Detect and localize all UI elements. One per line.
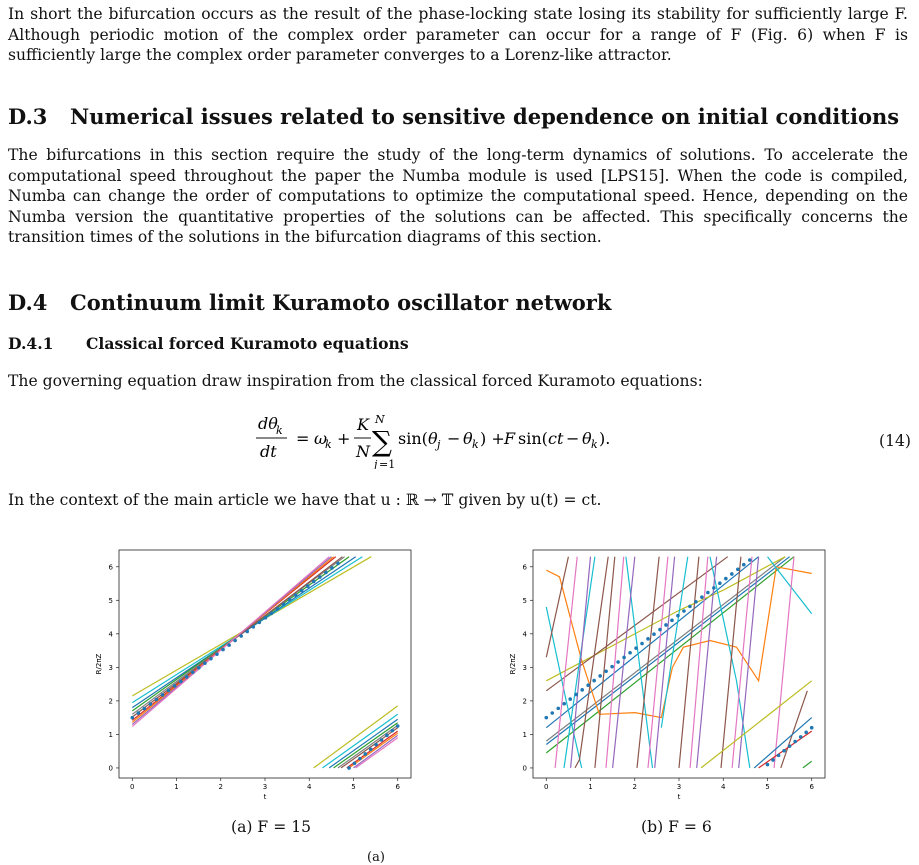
- fig-a-y-tick-label: 5: [108, 596, 113, 605]
- fig-b-dot-point: [712, 586, 716, 590]
- fig-a-x-tick-label: 3: [262, 783, 268, 791]
- fig-b-x-tick-label: 4: [721, 783, 726, 791]
- fig-b-x-axis-label: t: [677, 793, 681, 801]
- fig-a-dot-point: [258, 621, 262, 625]
- fig-a-dot-point: [179, 680, 183, 684]
- fig-b-dot-point: [562, 702, 566, 706]
- svg-text:θ: θ: [463, 429, 473, 448]
- fig-b-series-line: [679, 557, 699, 768]
- svg-text:F: F: [504, 429, 516, 448]
- fig-b-dot-point: [793, 740, 797, 744]
- fig-a-dot-point: [197, 666, 201, 670]
- svg-text:j: j: [437, 438, 441, 451]
- fig-a-dot-point: [380, 738, 384, 742]
- fig-b-dot-point: [788, 744, 792, 748]
- fig-b-dot-point: [782, 749, 786, 753]
- svg-text:=: =: [296, 429, 310, 448]
- fig-a-dot-point: [173, 684, 177, 688]
- svg-text:θ: θ: [582, 429, 592, 448]
- svg-text:+: +: [337, 429, 351, 448]
- fig-a-x-tick-label: 0: [130, 783, 135, 791]
- fig-b-x-tick-label: 1: [588, 783, 593, 791]
- cut-off-caption: (a): [367, 850, 385, 865]
- fig-b-dot-point: [610, 665, 614, 669]
- fig-b-y-tick-label: 6: [522, 563, 527, 572]
- fig-a-x-tick-label: 5: [351, 783, 356, 791]
- fig-b-dot-point: [664, 623, 668, 627]
- section-d3-number: D.3: [8, 104, 48, 129]
- fig-b-dot-point: [604, 669, 608, 673]
- fig-b-x-tick-label: 0: [544, 783, 549, 791]
- fig-a-dot-point: [149, 702, 153, 706]
- svg-text:k: k: [472, 438, 479, 451]
- fig-a-dot-point: [294, 593, 298, 597]
- eq-lhs-numerator: dθ: [258, 414, 278, 433]
- fig-b-dot-point: [550, 711, 554, 715]
- fig-b-dot-point: [640, 642, 644, 646]
- svg-text:sin(: sin(: [398, 429, 428, 448]
- fig-b-series-line: [595, 557, 615, 768]
- svg-text:ct: ct: [548, 429, 564, 448]
- fig-b-series-line: [606, 557, 624, 768]
- fig-b-dot-point: [592, 679, 596, 683]
- svg-text:∑: ∑: [372, 425, 392, 458]
- fig-b-series-group: [544, 557, 813, 768]
- fig-b-dot-point: [598, 674, 602, 678]
- fig-a-series-line: [341, 728, 398, 768]
- fig-b-dot-point: [766, 763, 770, 767]
- figure-b-plot: [498, 545, 833, 810]
- svg-text:N: N: [375, 413, 385, 426]
- fig-a-dot-point: [391, 729, 395, 733]
- fig-b-y-tick-label: 1: [522, 730, 527, 739]
- fig-b-dot-point: [628, 651, 632, 655]
- fig-b-series-line: [546, 557, 789, 745]
- fig-b-dot-point: [670, 619, 674, 623]
- figure-a-plot: [84, 545, 419, 810]
- svg-text:θ: θ: [428, 429, 438, 448]
- fig-b-series-line: [803, 761, 812, 768]
- fig-b-dot-point: [694, 600, 698, 604]
- context-paragraph: [8, 490, 908, 511]
- fig-b-dot-point: [810, 726, 814, 730]
- svg-text:sin(: sin(: [518, 429, 548, 448]
- fig-b-dot-point: [568, 697, 572, 701]
- fig-a-dot-point: [353, 761, 357, 765]
- context-text: In the context of the main article we have that u : ℝ → 𝕋 given by u(t) = ct.: [8, 491, 602, 509]
- svg-text:j: j: [374, 458, 378, 469]
- eq-lhs-denominator: dt: [260, 442, 277, 461]
- svg-text:k: k: [276, 424, 283, 437]
- fig-a-dot-point: [233, 639, 237, 643]
- fig-a-dot-point: [245, 630, 249, 634]
- fig-a-dot-point: [363, 752, 367, 756]
- fig-a-series-group: [130, 557, 399, 770]
- fig-a-dot-point: [396, 724, 400, 728]
- fig-a-dot-point: [369, 748, 373, 752]
- fig-a-x-tick-label: 4: [307, 783, 312, 791]
- fig-a-series-line: [132, 557, 342, 717]
- fig-b-x-tick-label: 6: [809, 783, 814, 791]
- section-d4-heading: [8, 290, 611, 315]
- fig-a-dot-point: [276, 607, 280, 611]
- fig-a-dot-point: [312, 580, 316, 584]
- section-d41-heading: [8, 334, 409, 353]
- fig-b-dot-point: [718, 581, 722, 585]
- fig-a-dot-point: [221, 648, 225, 652]
- fig-a-y-tick-label: 6: [108, 563, 113, 572]
- section-d3-title: Numerical issues related to sensitive dependence on initial conditions: [70, 104, 900, 129]
- fig-a-dot-point: [239, 634, 243, 638]
- fig-b-y-tick-label: 4: [522, 630, 527, 639]
- svg-text:K: K: [357, 415, 369, 434]
- fig-a-dot-point: [209, 657, 213, 661]
- intro-paragraph: [8, 4, 908, 66]
- fig-a-dot-point: [143, 707, 147, 711]
- fig-b-dot-point: [634, 646, 638, 650]
- section-d4-title: Continuum limit Kuramoto oscillator network: [70, 290, 612, 315]
- fig-a-x-tick-label: 6: [395, 783, 400, 791]
- svg-text:ω: ω: [314, 429, 328, 448]
- fig-a-y-tick-label: 3: [108, 663, 113, 672]
- fig-b-dot-point: [700, 595, 704, 599]
- fig-b-dot-point: [652, 632, 656, 636]
- fig-b-x-tick-label: 3: [676, 783, 682, 791]
- fig-a-y-axis-label: R/2πZ: [95, 653, 103, 675]
- fig-b-series-line: [721, 557, 741, 768]
- section-d3-text: The bifurcations in this section require the study of the long-term dynamics of solutions. To accelerate the computational speed throughout the paper the Numba module is used [LPS15]. When the code is compiled, Numba can change the order of computations to optimize the computational speed. Hence, depending on the Numba version the quantitative properties of the solutions can be affected. This specifically concerns the transition times of the solutions in the bifurcation diagrams of this section.: [8, 146, 908, 246]
- fig-a-dot-point: [300, 589, 304, 593]
- svg-text:N: N: [356, 442, 370, 461]
- fig-b-dot-point: [736, 568, 740, 572]
- fig-a-y-tick-label: 4: [108, 630, 113, 639]
- section-d4-number: D.4: [8, 290, 48, 315]
- fig-b-y-axis-label: R/2πZ: [509, 653, 517, 675]
- fig-b-dot-point: [580, 688, 584, 692]
- fig-b-dot-point: [646, 637, 650, 641]
- fig-a-dot-point: [306, 584, 310, 588]
- section-d41-body: [8, 371, 908, 392]
- fig-a-y-tick-label: 2: [108, 697, 113, 706]
- fig-b-dot-point: [706, 591, 710, 595]
- section-d41-text: The governing equation draw inspiration from the classical forced Kuramoto equations:: [8, 372, 703, 390]
- svg-text:) +: ) +: [480, 429, 505, 448]
- fig-b-dot-point: [799, 735, 803, 739]
- fig-b-series-line: [690, 557, 708, 768]
- fig-b-dot-point: [688, 605, 692, 609]
- fig-a-dot-point: [215, 652, 219, 656]
- fig-a-dot-point: [251, 625, 255, 629]
- fig-b-dot-point: [804, 731, 808, 735]
- fig-a-dot-point: [288, 598, 292, 602]
- fig-b-dot-point: [622, 656, 626, 660]
- fig-b-dot-point: [658, 628, 662, 632]
- fig-b-dot-point: [771, 758, 775, 762]
- svg-text:k: k: [591, 438, 598, 451]
- fig-a-x-tick-label: 1: [174, 783, 179, 791]
- fig-b-y-tick-label: 0: [522, 764, 527, 773]
- fig-b-y-tick-label: 2: [522, 697, 527, 706]
- fig-b-dot-point: [556, 707, 560, 711]
- fig-b-dot-point: [730, 572, 734, 576]
- fig-a-dot-point: [130, 716, 134, 720]
- fig-b-x-tick-label: 2: [632, 783, 637, 791]
- fig-a-dot-point: [203, 661, 207, 665]
- fig-b-x-tick-label: 5: [765, 783, 770, 791]
- fig-a-y-tick-label: 1: [108, 730, 113, 739]
- fig-b-series-line: [613, 557, 635, 768]
- fig-a-dot-point: [191, 670, 195, 674]
- svg-text:−: −: [566, 429, 580, 448]
- fig-b-series-line: [701, 681, 812, 768]
- fig-a-dot-point: [264, 616, 268, 620]
- svg-text:=1: =1: [379, 458, 396, 469]
- figure-a-caption: (a) F = 15: [231, 818, 312, 836]
- svg-text:k: k: [325, 438, 332, 451]
- svg-text:).: ).: [599, 429, 611, 448]
- fig-a-dot-point: [318, 575, 322, 579]
- fig-b-y-tick-label: 5: [522, 596, 527, 605]
- fig-b-dot-point: [777, 754, 781, 758]
- fig-a-dot-point: [155, 698, 159, 702]
- fig-a-dot-point: [282, 602, 286, 606]
- equation-14: [0, 409, 919, 469]
- equation-number: (14): [878, 432, 911, 450]
- svg-text:−: −: [447, 429, 461, 448]
- fig-a-dot-point: [347, 766, 351, 770]
- fig-b-dot-point: [586, 683, 590, 687]
- intro-text: In short the bifurcation occurs as the result of the phase-locking state losing its stability for sufficiently large F. Although periodic motion of the complex order parameter can occur for a range of F (Fig. 6) when F is sufficiently large the complex order parameter converges to a Lorenz-like attractor.: [8, 5, 908, 64]
- fig-a-series-line: [132, 557, 329, 727]
- fig-a-dot-point: [374, 743, 378, 747]
- fig-a-dot-point: [330, 566, 334, 570]
- fig-b-dot-point: [724, 577, 728, 581]
- fig-b-dot-point: [544, 716, 548, 720]
- fig-a-dot-point: [385, 734, 389, 738]
- fig-a-dot-point: [270, 612, 274, 616]
- fig-b-dot-point: [574, 693, 578, 697]
- fig-a-y-tick-label: 0: [108, 764, 113, 773]
- fig-b-series-line: [564, 557, 595, 768]
- fig-a-x-axis-label: t: [263, 793, 267, 801]
- section-d3-heading: [8, 104, 899, 129]
- fig-a-dot-point: [358, 757, 362, 761]
- fig-b-dot-point: [682, 609, 686, 613]
- section-d41-number: D.4.1: [8, 334, 54, 353]
- fig-a-x-tick-label: 2: [218, 783, 223, 791]
- fig-a-dot-point: [185, 675, 189, 679]
- fig-a-series-line: [349, 733, 398, 768]
- fig-b-y-tick-label: 3: [522, 663, 527, 672]
- section-d41-title: Classical forced Kuramoto equations: [86, 334, 409, 353]
- fig-b-dot-point: [748, 558, 752, 562]
- figure-b-caption: (b) F = 6: [641, 818, 712, 836]
- fig-a-dot-point: [336, 562, 340, 566]
- fig-b-dot-point: [676, 614, 680, 618]
- fig-a-dot-point: [137, 711, 141, 715]
- fig-a-dot-point: [161, 693, 165, 697]
- fig-a-dot-point: [167, 689, 171, 693]
- fig-a-dot-point: [227, 643, 231, 647]
- fig-a-series-line: [338, 725, 398, 768]
- fig-b-dot-point: [616, 660, 620, 664]
- section-d3-body: [8, 145, 908, 248]
- fig-a-dot-point: [324, 571, 328, 575]
- fig-b-dot-point: [742, 563, 746, 567]
